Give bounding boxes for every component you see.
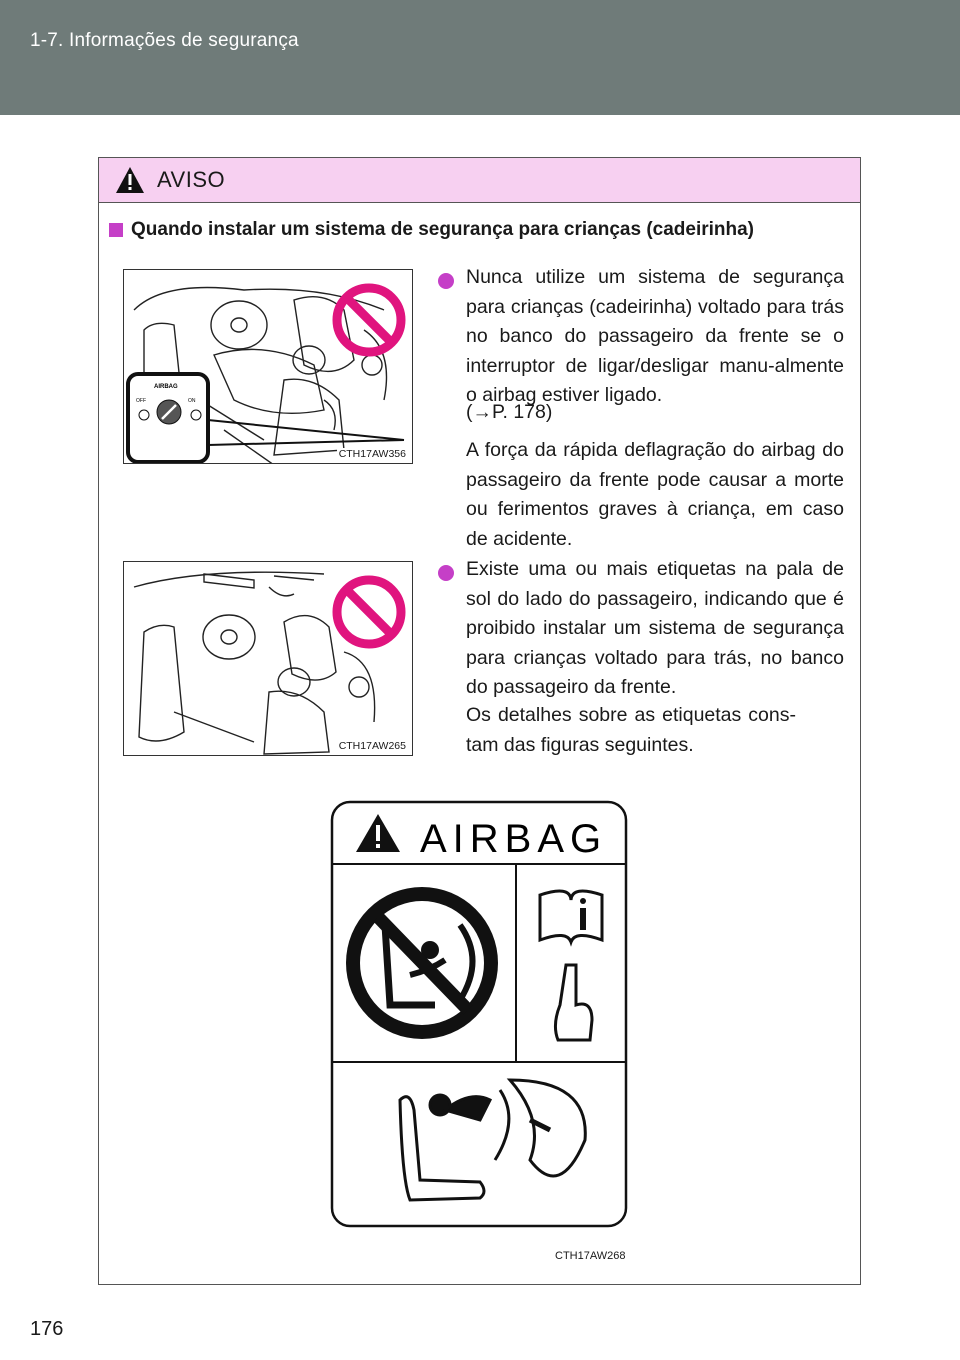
no-rear-facing-seat-icon bbox=[346, 887, 498, 1039]
item-1-ref: (→P. 178) bbox=[466, 401, 553, 423]
section-title: 1-7. Informações de segurança bbox=[30, 30, 299, 51]
item-1-note: A força da rápida deflagração do airbag do passageiro da frente pode causar a morte ou ferimentos graves à criança, em caso de acidente. bbox=[466, 439, 844, 550]
manual-book-icon bbox=[540, 891, 602, 942]
square-bullet-icon bbox=[109, 223, 123, 237]
item-2-note: Os detalhes sobre as etiquetas cons-tam das figuras seguintes. bbox=[466, 704, 796, 756]
svg-text:ON: ON bbox=[188, 398, 196, 404]
svg-text:OFF: OFF bbox=[136, 398, 146, 404]
prohibit-icon bbox=[337, 580, 401, 644]
page-number: 176 bbox=[30, 1318, 64, 1340]
bullet-icon bbox=[438, 565, 454, 581]
car-interior-illustration bbox=[124, 562, 413, 756]
airbag-warning-label bbox=[330, 800, 628, 1228]
figure-caption: CTH17AW268 bbox=[555, 1250, 626, 1262]
bullet-icon bbox=[438, 273, 454, 289]
svg-text:AIRBAG: AIRBAG bbox=[420, 817, 608, 861]
figure-caption: CTH17AW356 bbox=[338, 448, 406, 460]
figure-airbag-switch bbox=[123, 269, 413, 464]
warning-triangle-icon bbox=[115, 166, 145, 194]
item-1-text: Nunca utilize um sistema de segurança para crianças (cadeirinha) voltado para trás no banco do passageiro da frente se o interruptor de ligar/desligar manu-almente o airbag estiver ligado. bbox=[466, 266, 844, 406]
warning-subheading bbox=[109, 219, 754, 241]
svg-text:AIRBAG: AIRBAG bbox=[154, 384, 178, 390]
car-interior-illustration bbox=[124, 270, 413, 464]
warning-header bbox=[99, 158, 860, 203]
warning-label: AVISO bbox=[157, 167, 226, 192]
figure-caption: CTH17AW265 bbox=[338, 740, 406, 752]
header-bar bbox=[0, 0, 960, 115]
figure-sun-visor-label bbox=[123, 561, 413, 756]
subheading-text: Quando instalar um sistema de segurança para crianças (cadeirinha) bbox=[131, 219, 755, 240]
item-2-text: Existe uma ou mais etiquetas na pala de sol do lado do passageiro, indicando que é proibido instalar um sistema de segurança para crianças voltado para trás, no banco do passageiro da frente. bbox=[466, 558, 844, 698]
